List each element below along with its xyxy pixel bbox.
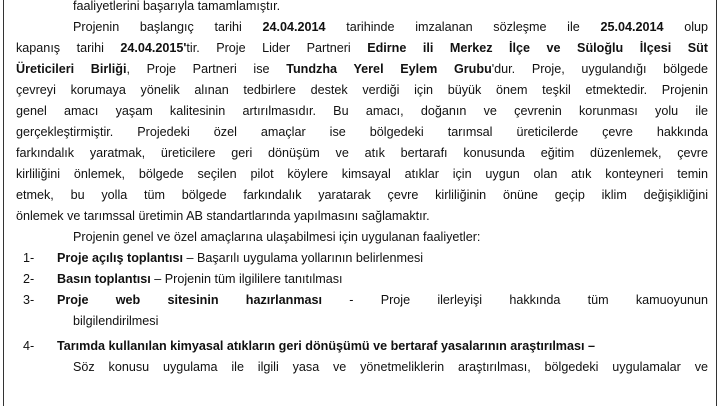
text-line (16, 0, 708, 17)
list-text (57, 290, 708, 311)
list-number: 2- (23, 272, 35, 286)
list-text (57, 248, 708, 269)
text-line: kirliliğini önlemek, bölgede seçilen pilot köylere kimsayal atıklar için uygun olan atık konteyneri temin (16, 167, 708, 181)
list-item (16, 290, 708, 311)
list-number: 3- (23, 293, 35, 307)
text-span: tarihinde imzalanan sözleşme ile (325, 20, 601, 34)
text-span: tir. Proje Lider Partneri (186, 41, 368, 55)
start-date: 24.04.2014 (262, 20, 326, 34)
text-line: farkındalık yaratmak, üreticilere geri dönüşüm ve atık bertarafı konusunda eğitim düzenlemek, çevre (16, 146, 708, 160)
text-span: olup (663, 20, 708, 34)
list-item (16, 248, 708, 269)
project-partner: Tundzha Yerel Eylem Grubu (286, 62, 492, 76)
text-line: önlemek ve tarımssal üretimin AB standartlarında yapılmasını sağlamaktır. (16, 209, 430, 223)
text-span: faaliyetlerini başarıyla tamamlamıştır. (73, 0, 281, 13)
text-span: 'dur. Proje, uygulandığı bölgede (491, 62, 708, 76)
item-desc: - Proje ilerleyişi hakkında tüm kamuoyunun (322, 293, 708, 307)
list-text (57, 336, 708, 357)
list-item (16, 269, 708, 290)
paragraph-main (16, 17, 708, 227)
document-body (16, 0, 708, 378)
list-number: 1- (23, 251, 35, 265)
text-line (16, 17, 708, 38)
item-title: Proje web sitesinin hazırlanması (57, 293, 323, 307)
text-line: etmek, bu yolla tüm bölgede farkındalık yaratarak çevre kirliliğinin önüne geçip iklim değişikliğini (16, 188, 708, 202)
item-title: Basın toplantısı (57, 272, 151, 286)
text-span: , Proje Partneri ise (126, 62, 287, 76)
activities-list (16, 248, 708, 378)
lead-partner-cont: Üreticileri Birliği (16, 62, 127, 76)
item-title: Tarımda kullanılan kimyasal atıkların geri dönüşümü ve bertaraf yasalarının araştırılması – (57, 339, 596, 353)
list-item-continuation: Söz konusu uygulama ile ilgili yasa ve yönetmeliklerin araştırılması, bölgedeki uygulamalar ve (73, 360, 708, 374)
list-number: 4- (23, 339, 35, 353)
list-item-continuation: bilgilendirilmesi (73, 314, 159, 328)
list-text (57, 269, 708, 290)
list-item (16, 336, 708, 357)
item-desc: – Projenin tüm ilgililere tanıtılması (150, 272, 343, 286)
lead-partner: Edirne ili Merkez İlçe ve Süloğlu İlçesi Süt (367, 41, 708, 55)
text-line (16, 38, 708, 59)
end-date: 24.04.2015' (120, 41, 187, 55)
contract-date: 25.04.2014 (600, 20, 664, 34)
text-line (16, 59, 708, 80)
item-title: Proje açılış toplantısı (57, 251, 183, 265)
activities-intro: Projenin genel ve özel amaçlarına ulaşabilmesi için uygulanan faaliyetler: (73, 230, 481, 244)
text-line: gerçekleştirmiştir. Projedeki özel amaçlar ise bölgedeki tarımsal üreticilerde çevre hakkında (16, 125, 708, 139)
text-line: çevreyi korumaya yönelik alınan tedbirlere destek verdiği için büyük önem teşkil etmektedir. Projenin (16, 83, 708, 97)
text-line: genel amacı yaşam kalitesinin artırılmasıdır. Bu amacı, doğanın ve çevrenin korunması yolu ile (16, 104, 708, 118)
item-desc: – Başarılı uygulama yollarının belirlenmesi (182, 251, 424, 265)
text-span: kapanış tarihi (16, 41, 121, 55)
text-span: Projenin başlangıç tarihi (73, 20, 263, 34)
